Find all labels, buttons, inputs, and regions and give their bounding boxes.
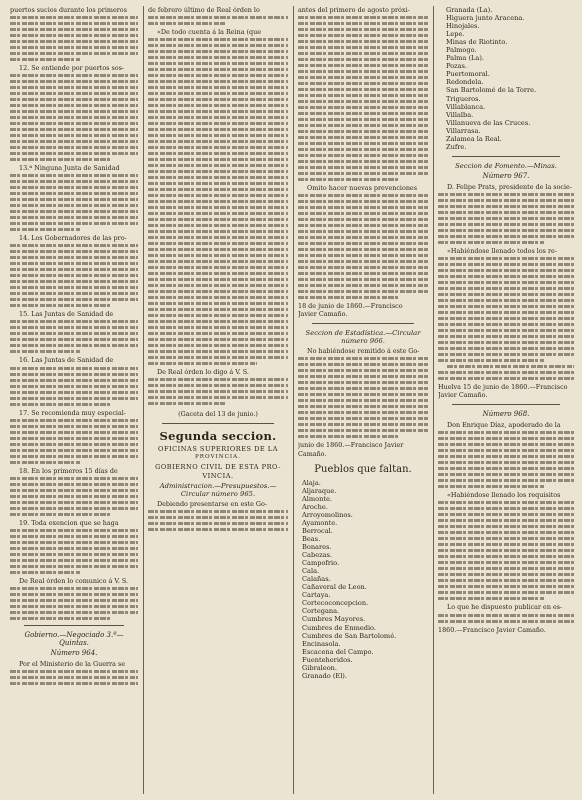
town-list-item: Encinasola.: [302, 639, 341, 648]
paragraph-body: [438, 501, 574, 600]
town-list-item: Villablanca.: [446, 102, 486, 111]
section-title: Segunda seccion.: [159, 429, 277, 444]
paragraph-body: [438, 365, 574, 380]
town-list-item: Cala.: [302, 567, 320, 576]
column-1: [10, 6, 138, 794]
paragraph-17: 17. Se recomienda muy especial-: [19, 408, 126, 417]
town-list-item: Puertomoral.: [446, 70, 490, 79]
paragraph-14: 14. Los Gobernadores de las pro-: [19, 234, 127, 243]
town-list-item: Beas.: [302, 534, 321, 543]
missing-towns-list: [298, 479, 428, 680]
paragraph-body: [10, 670, 138, 685]
notice-967-closing: Huelva 15 de junio de 1860.—Francisco Javier Camaño.: [438, 383, 568, 400]
column-3: [298, 6, 428, 794]
royal-order-signature: De Real órden lo comunico á V. S.: [19, 576, 129, 585]
town-list-item: Cumbres de San Bartolomé.: [302, 631, 397, 640]
town-list-item: Calañas.: [302, 575, 331, 584]
section-subtitle: GOBIERNO CIVIL DE ESTA PRO-: [155, 463, 281, 472]
paragraph-body: [438, 431, 574, 488]
column-2: [148, 6, 288, 794]
town-list-item: Granado (El).: [302, 671, 347, 680]
notice-number: Número 967.: [482, 171, 530, 180]
section-subtitle: VINCIA.: [202, 472, 234, 481]
notice-number: Número 968.: [482, 410, 530, 419]
separator-rule: [24, 625, 124, 626]
paragraph-body: [298, 16, 428, 181]
paragraph-opening: puertos sucios durante los primeros: [10, 6, 127, 14]
paragraph-body: [148, 378, 288, 405]
column-divider: [433, 6, 434, 794]
section-subtitle: PROVINCIA.: [195, 454, 241, 461]
separator-rule: [452, 404, 560, 405]
town-list-item: Escacena del Campo.: [302, 647, 374, 656]
town-list-item: Villarrasa.: [446, 126, 481, 135]
paragraph-opening: de febrero último de Real órden lo: [148, 6, 260, 14]
paragraph-16: 16. Las Juntas de Sanidad de: [19, 356, 114, 365]
paragraph-body: [10, 477, 138, 516]
paragraph-body: [10, 419, 138, 464]
paragraph-body: [10, 74, 138, 161]
paragraph-body: [148, 16, 288, 25]
town-list-item: Zalamea la Real.: [446, 134, 502, 143]
stats-closing: junio de 1860.—Francisco Javier: [298, 441, 404, 450]
town-list-item: Zufre.: [446, 142, 467, 151]
town-list-item: San Bartolomé de la Torre.: [446, 86, 537, 95]
paragraph-12: 12. Se entiende por puertos sos-: [19, 64, 125, 73]
paragraph-body: [10, 367, 138, 406]
notice-number: Número 964.: [50, 648, 98, 657]
paragraph-body: [148, 38, 288, 365]
town-list-item: Almonte.: [302, 494, 332, 503]
town-list-item: Villalba.: [446, 110, 474, 119]
paragraph-opening: antes del primero de agosto próxi-: [298, 6, 410, 14]
column-divider: [293, 6, 294, 794]
paragraph-15: 15. Las Juntas de Sanidad de: [19, 310, 114, 319]
paragraph-body: [10, 320, 138, 353]
circular-header: Administracion.—Presupuestos.—Circular número 965.: [159, 482, 277, 499]
circular-opening: Debiendo presentarse en este Go-: [157, 500, 268, 509]
notice-opening: Por el Ministerio de la Guerra se: [19, 659, 125, 668]
town-list-item: Alaja.: [302, 478, 321, 487]
separator-rule: [452, 156, 560, 157]
paragraph-body: [298, 357, 428, 438]
notice-968-closing: 1860.—Francisco Javier Camaño.: [438, 625, 546, 634]
town-list-item: Campofrio.: [302, 559, 340, 568]
paragraph-body: [10, 16, 138, 61]
town-list-item: Cortegana.: [302, 607, 340, 616]
town-list-item: Berrocal.: [302, 526, 333, 535]
notice-967-quote: «Habiéndose llenado todos los re-: [447, 246, 557, 255]
town-list-item: Redondela.: [446, 78, 484, 87]
paragraph-body: [10, 529, 138, 574]
notice-header: Gobierno.—Negociado 3.º—Quintas.: [24, 630, 124, 647]
town-list-item: Lepe.: [446, 30, 465, 39]
town-list-item: Aljaraque.: [302, 486, 337, 495]
town-list-item: Ayamonte.: [302, 518, 338, 527]
notice-968-publish: Lo que he dispuesto publicar en es-: [447, 603, 563, 612]
town-list-item: Trigueros.: [446, 94, 481, 103]
town-list-item: Cortecoconcepcion.: [302, 599, 369, 608]
notice-967-opening: D. Felipe Prats, presidente de la socie-: [447, 182, 572, 191]
closing-date: 18 de junio de 1860.—Francisco: [298, 302, 403, 311]
town-list-item: Hinojales.: [446, 22, 480, 31]
paragraph-body: [438, 614, 574, 623]
paragraph-quote: «De todo cuenta á la Reina (que: [157, 28, 262, 37]
paragraph-body: [438, 257, 574, 362]
stats-signature: Camaño.: [298, 449, 327, 458]
paragraph-body: [148, 510, 288, 531]
missing-towns-list-continued: [438, 6, 574, 151]
town-list-item: Cumbres de Enmedio.: [302, 623, 377, 632]
town-list-item: Cumbres Mayores.: [302, 615, 366, 624]
town-list-item: Palma (La).: [446, 54, 485, 63]
closing-signature: Javier Camaño.: [298, 310, 348, 319]
paragraph-13: 13.ª Ninguna Junta de Sanidad: [19, 164, 120, 173]
town-list-item: Granada (La).: [446, 6, 493, 14]
column-divider: [143, 6, 144, 794]
town-list-item: Gibraleon.: [302, 663, 338, 672]
separator-rule: [312, 323, 414, 324]
paragraph-omito: Omito hacer nuevas prevenciones: [307, 184, 417, 193]
separator-rule: [162, 423, 274, 424]
stats-opening: No habiéndose remitido á este Go-: [307, 347, 420, 356]
town-list-item: Minas de Riotinto.: [446, 38, 508, 47]
missing-towns-heading: Pueblos que faltan.: [314, 463, 412, 475]
stats-header: Seccion de Estadística.—Circular número 966.: [305, 329, 421, 346]
notice-968-opening: Don Enrique Díaz, apoderado de la: [447, 421, 561, 430]
town-list-item: Aroche.: [302, 502, 328, 511]
paragraph-body: [10, 174, 138, 231]
town-list-item: Bonares.: [302, 543, 332, 552]
notice-968-quote: «Habiéndose llenado los requisitos: [447, 491, 561, 500]
gazette-note: (Gaceta del 13 de junio.): [178, 410, 258, 419]
paragraph-body: [298, 194, 428, 299]
town-list-item: Villanueva de las Cruces.: [446, 118, 531, 127]
town-list-item: Palmogo.: [446, 46, 477, 55]
town-list-item: Cabezas.: [302, 551, 332, 560]
paragraph-18: 18. En los primeros 15 días de: [19, 466, 118, 475]
town-list-item: Arroyomolinos.: [302, 510, 353, 519]
paragraph-19: 19. Toda exencion que se haga: [19, 518, 119, 527]
fomento-header: Seccion de Fomento.—Minas.: [455, 161, 557, 170]
section-subtitle: OFICINAS SUPERIORES DE LA: [158, 445, 278, 454]
paragraph-body: [10, 587, 138, 620]
town-list-item: Cañaveral de Leon.: [302, 583, 367, 592]
town-list-item: Pozas.: [446, 62, 468, 71]
paragraph-body: [438, 193, 574, 244]
town-list-item: Cartaya.: [302, 591, 331, 600]
town-list-item: Higuera junto Aracena.: [446, 14, 525, 23]
royal-order-closing: De Real órden lo digo á V. S.: [157, 368, 249, 377]
paragraph-body: [10, 244, 138, 307]
column-4: [438, 6, 574, 794]
town-list-item: Fuenteheridos.: [302, 655, 353, 664]
